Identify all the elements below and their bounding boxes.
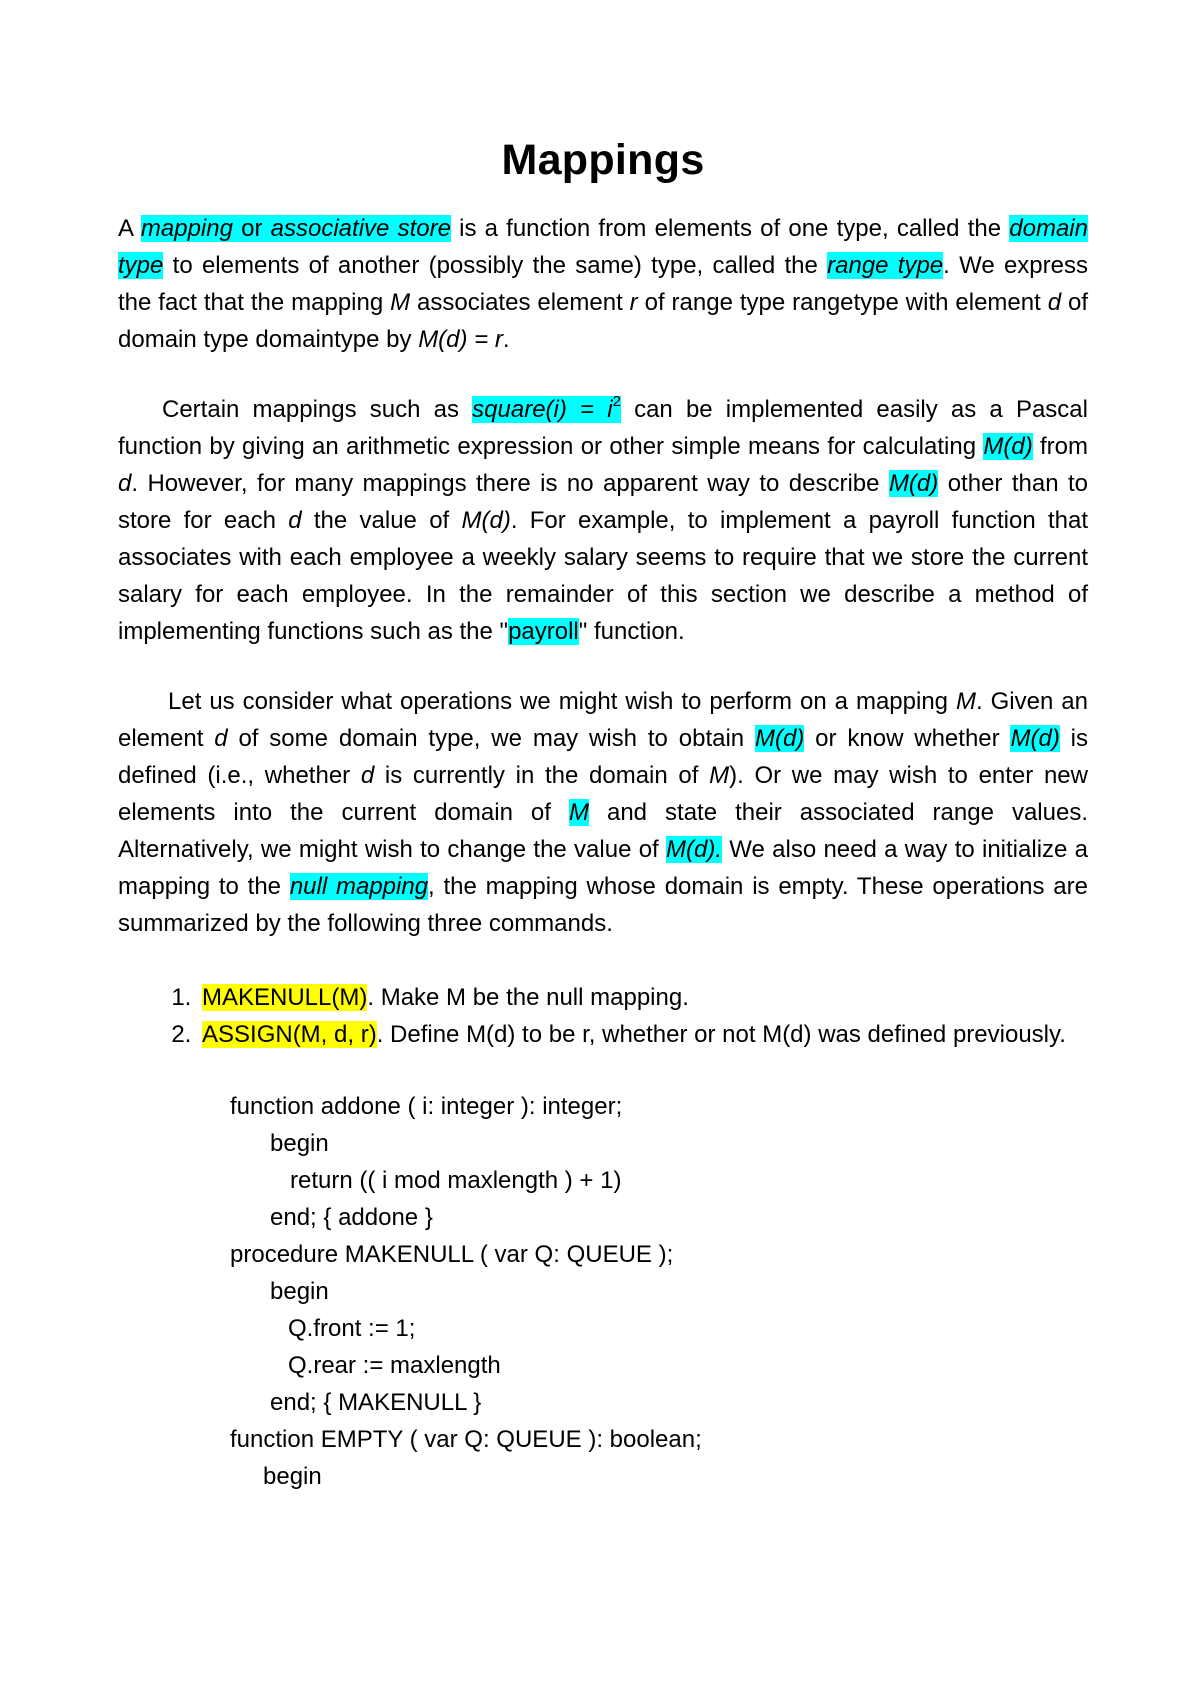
code-line: function EMPTY ( var Q: QUEUE ): boolean;: [230, 1426, 702, 1453]
highlight-payroll: payroll: [508, 618, 579, 645]
highlight-md: M(d): [983, 433, 1033, 460]
paragraph-definition: A mapping or associative store is a function from elements of one type, called the domain type to elements of another (possibly the same) type, called the range type. We express the fact that the mapping M associates element r of range type rangetype with element d of domain type domaintype by M(d) = r.: [118, 215, 1089, 353]
list-item-assign: 2. ASSIGN(M, d, r). Define M(d) to be r, whether or not M(d) was defined previously.: [198, 1016, 1088, 1053]
paragraph-operations: Let us consider what operations we might wish to perform on a mapping M. Given an element d of some domain type, we may wish to obtain M(d) or know whether M(d) is defined (i.e., whether d is currently in the domain of M). Or we may wish to enter new elements into the current domain of M and state their associated range values. Alternatively, we might wish to change the value of M(d). We also need a way to initialize a mapping to the null mapping, the mapping whose domain is empty. These operations are summarized by the following three commands.: [118, 688, 1088, 937]
code-line: procedure MAKENULL ( var Q: QUEUE );: [230, 1241, 674, 1268]
highlight-m: M: [568, 799, 589, 826]
highlight-md: M(d): [1010, 725, 1060, 752]
code-line: function addone ( i: integer ): integer;: [230, 1093, 623, 1120]
highlight-assign: ASSIGN(M, d, r): [202, 1021, 377, 1048]
highlight-md: M(d).: [666, 836, 723, 863]
commands-list: [118, 979, 1088, 1053]
code-line: begin: [270, 1278, 329, 1305]
code-line: begin: [263, 1463, 322, 1490]
highlight-domain-type: domain type: [118, 215, 1088, 279]
code-line: Q.front := 1;: [288, 1315, 416, 1342]
highlight-null-mapping: null mapping: [289, 873, 429, 900]
code-block: [118, 1088, 1088, 1495]
highlight-makenull: MAKENULL(M): [202, 984, 368, 1011]
highlight-md: M(d): [755, 725, 805, 752]
highlight-square: square(i) = $i^2$: [472, 393, 621, 423]
list-item-makenull: 1. MAKENULL(M). Make M be the null mapping.: [198, 979, 1088, 1016]
highlight-md: M(d): [888, 470, 939, 497]
highlight-mapping: mapping or associative store: [140, 215, 451, 242]
highlight-range-type: range type: [827, 252, 944, 279]
code-line: Q.rear := maxlength: [288, 1352, 501, 1379]
page-title: Mappings: [501, 136, 705, 184]
code-line: return (( i mod maxlength ) + 1): [290, 1167, 622, 1194]
code-line: begin: [270, 1130, 329, 1157]
code-line: end; { MAKENULL }: [270, 1389, 482, 1416]
code-line: end; { addone }: [270, 1204, 433, 1231]
paragraph-implementation: Certain mappings such as square(i) = $i^2$ can be implemented easily as a Pascal function by giving an arithmetic expression or other simple means for calculating M(d) from d. However, for many mappings there is no apparent way to describe M(d) other than to store for each d the value of M(d). For example, to implement a payroll function that associates with each employee a weekly salary seems to require that we store the current salary for each employee. In the remainder of this section we describe a method of implementing functions such as the "payroll" function.: [118, 393, 1088, 645]
